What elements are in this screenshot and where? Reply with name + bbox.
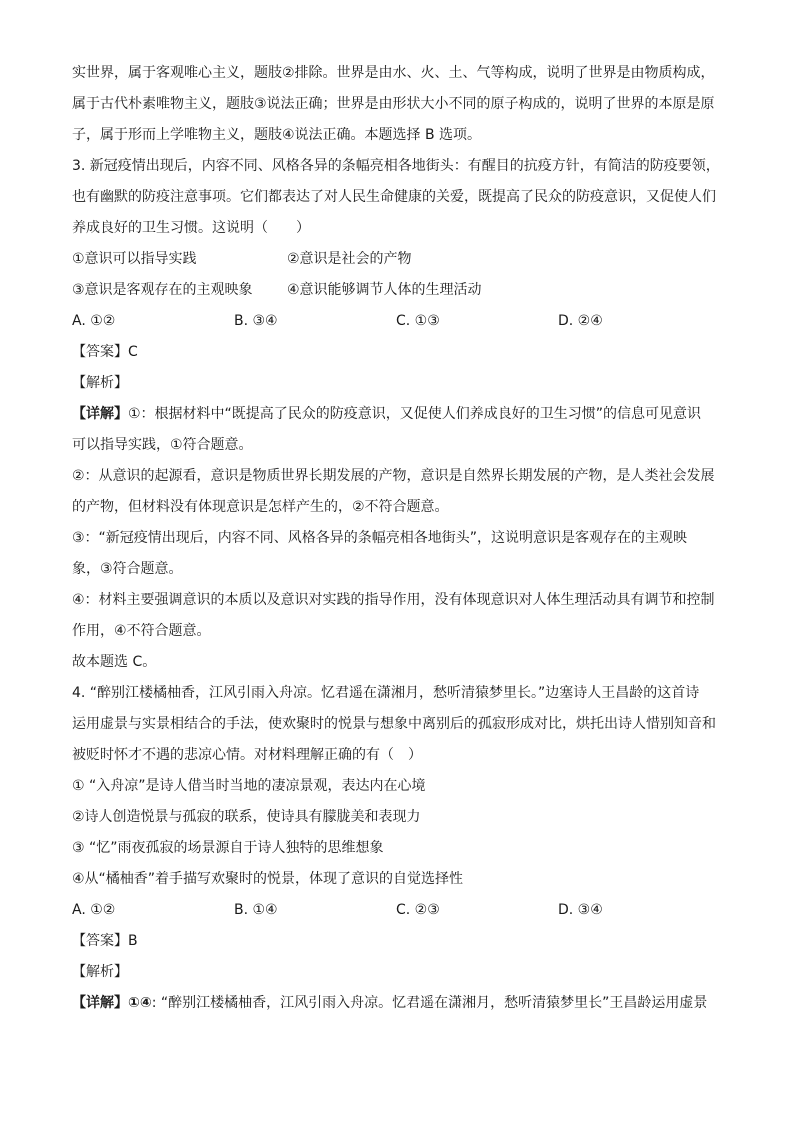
q4-analysis-heading: 【解析】: [72, 964, 128, 980]
q4-answer: 【答案】B: [72, 933, 138, 949]
q3-item-2: ②意识是社会的产物: [287, 251, 412, 267]
q3-option-d: D. ②④: [558, 313, 603, 329]
q4-detail-text-1: : “醉别江楼橘柚香，江风引雨入舟凉。忆君遥在潇湘月，愁听清猿梦里长”王昌龄运用虚景: [151, 995, 708, 1011]
q4-stem-line-3: 被贬时怀才不遇的悲凉心情。对材料理解正确的有（ ）: [72, 747, 422, 763]
document-page: [72, 58, 722, 1019]
q3-detail-tag: 【详解】: [72, 406, 128, 422]
q4-item-2: ②诗人创造悦景与孤寂的联系，使诗具有朦胧美和表现力: [72, 809, 421, 825]
q3-item-1: ①意识可以指导实践: [72, 251, 197, 267]
q3-item-3: ③意识是客观存在的主观映象: [72, 282, 253, 298]
q3-answer: 【答案】C: [72, 344, 138, 360]
q3-analysis-heading: 【解析】: [72, 375, 128, 391]
q3-detail-line-3: ②：从意识的起源看，意识是物质世界长期发展的产物，意识是自然界长期发展的产物，是人类社会发展: [72, 468, 715, 484]
q3-option-a: A. ①②: [72, 313, 116, 329]
q4-detail-tag: 【详解】: [72, 995, 128, 1011]
q4-item-1: ① “入舟凉”是诗人借当时当地的凄凉景观，表达内在心境: [72, 778, 426, 794]
q4-option-b: B. ①④: [234, 902, 278, 918]
q3-detail-line-7: ④：材料主要强调意识的本质以及意识对实践的指导作用，没有体现意识对人体生理活动具有调节和控制: [72, 592, 715, 608]
q3-items-row-1: [72, 244, 722, 275]
prev-answer-line-2: 属于古代朴素唯物主义，题肢③说法正确；世界是由形状大小不同的原子构成的，说明了世界的本原是原: [72, 96, 715, 112]
q4-option-c: C. ②③: [396, 902, 440, 918]
q3-detail-line-4: 的产物，但材料没有体现意识是怎样产生的，②不符合题意。: [72, 499, 449, 515]
q4-option-a: A. ①②: [72, 902, 116, 918]
q3-option-b: B. ③④: [234, 313, 278, 329]
q3-detail-line-8: 作用，④不符合题意。: [72, 623, 211, 639]
q3-stem-line-3: 养成良好的卫生习惯。这说明（ ）: [72, 220, 310, 236]
q4-item-4: ④从“橘柚香”着手描写欢聚时的悦景，体现了意识的自觉选择性: [72, 871, 464, 887]
q4-stem-line-2: 运用虚景与实景相结合的手法，使欢聚时的悦景与想象中离别后的孤寂形成对比，烘托出诗人惜别知音和: [72, 716, 716, 732]
q4-detail-bold: ①④: [128, 995, 152, 1011]
q3-option-c: C. ①③: [396, 313, 440, 329]
q4-item-3: ③ “忆”雨夜孤寂的场景源自于诗人独特的思维想象: [72, 840, 384, 856]
q3-options: [72, 306, 722, 337]
q3-stem-line-1: 3. 新冠疫情出现后，内容不同、风格各异的条幅亮相各地街头：有醒目的抗疫方针，有简洁的防疫要领，: [72, 158, 720, 174]
q4-detail-line-1: [72, 988, 722, 1019]
q3-conclusion: 故本题选 C。: [72, 654, 157, 670]
q3-stem-line-2: 也有幽默的防疫注意事项。它们都表达了对人民生命健康的关爱，既提高了民众的防疫意识，又促使人们: [72, 189, 716, 205]
q3-detail-line-5: ③：“新冠疫情出现后，内容不同、风格各异的条幅亮相各地街头”，这说明意识是客观存在的主观映: [72, 530, 688, 546]
q3-item-4: ④意识能够调节人体的生理活动: [287, 282, 482, 298]
q4-option-d: D. ③④: [558, 902, 603, 918]
q3-detail-line-1: [72, 399, 722, 430]
q3-detail-line-6: 象，③符合题意。: [72, 561, 183, 577]
q3-detail-line-2: 可以指导实践，①符合题意。: [72, 437, 253, 453]
q4-stem-line-1: 4. “醉别江楼橘柚香，江风引雨入舟凉。忆君遥在潇湘月，愁听清猿梦里长。”边塞诗人王昌龄的这首诗: [72, 685, 700, 701]
q4-options: [72, 895, 722, 926]
prev-answer-line-3: 子，属于形而上学唯物主义，题肢④说法正确。本题选择 B 选项。: [72, 127, 482, 143]
q3-detail-text-1: ①：根据材料中“既提高了民众的防疫意识，又促使人们养成良好的卫生习惯”的信息可见意识: [128, 406, 702, 422]
prev-answer-line-1: 实世界，属于客观唯心主义，题肢②排除。世界是由水、火、土、气等构成，说明了世界是由物质构成，: [72, 65, 715, 81]
q3-items-row-2: [72, 275, 722, 306]
